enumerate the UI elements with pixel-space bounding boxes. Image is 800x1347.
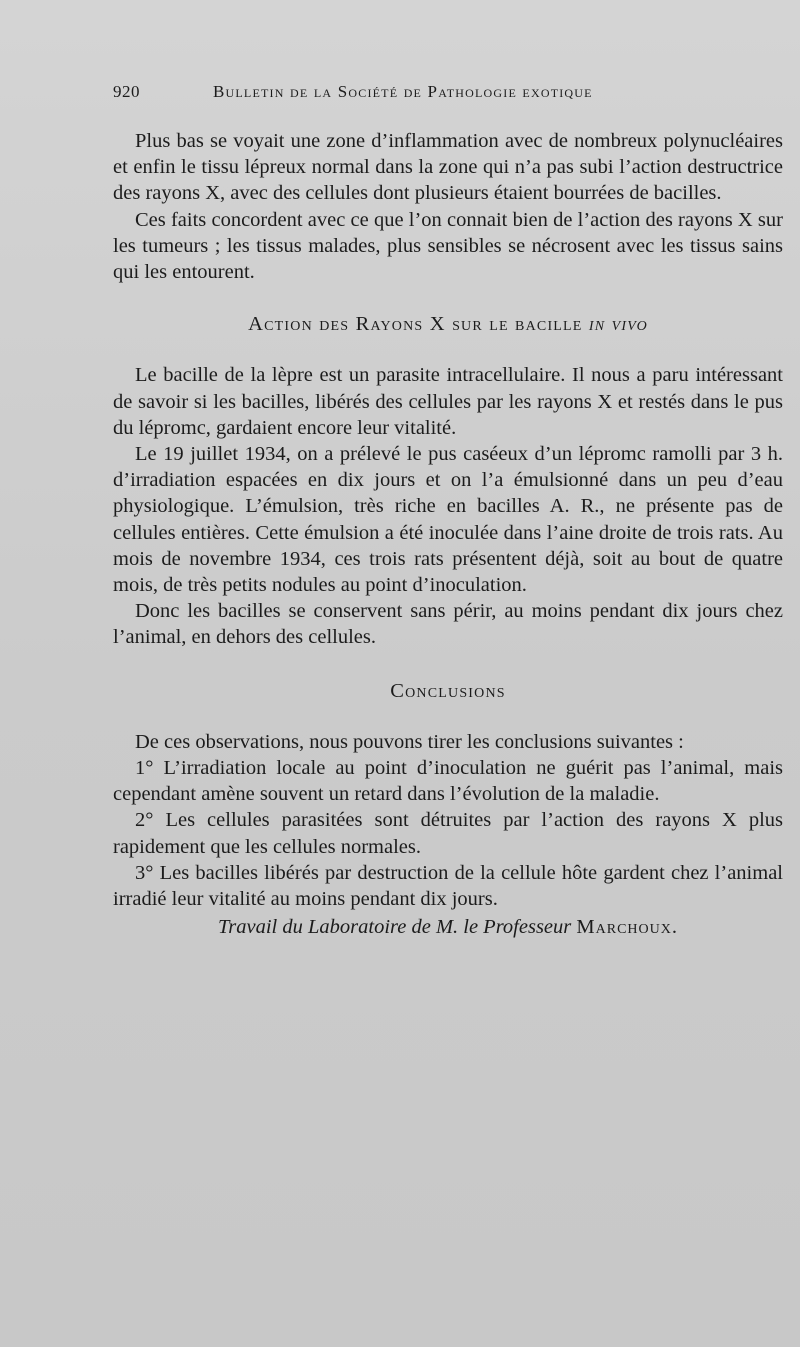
article-body [113,128,783,940]
section-title-conclusions: Conclusions [390,679,506,702]
section-title-action-rayons [113,311,783,337]
conclusion-item: 3° Les bacilles libérés par destruction de la cellule hôte gardent chez l’animal irradié leur vitalité au moins pendant dix jours. [113,861,783,911]
paragraph: Plus bas se voyait une zone d’inflammation avec de nombreux polynucléaires et enfin le tissu lépreux normal dans la zone qui n’a pas subi l’action destructrice des rayons X, avec des cellules dont plusieurs étaient bourrées de bacilles. [113,130,783,205]
paragraph: Le bacille de la lèpre est un parasite intracellulaire. Il nous a paru intéressant de savoir si les bacilles, libérés des cellules par les rayons X et restés dans le pus du lépromc, gardaient encore leur vitalité. [113,364,783,439]
paragraph: Donc les bacilles se conservent sans périr, au moins pendant dix jours chez l’animal, en dehors des cellules. [113,600,783,649]
page-number: 920 [113,82,140,101]
conclusion-item: 2° Les cellules parasitées sont détruites par l’action des rayons X plus rapidement que les cellules normales. [113,809,783,858]
paragraph: Le 19 juillet 1934, on a prélevé le pus caséeux d’un lépromc ramolli par 3 h. d’irradiation espacées en dix jours et on l’a émulsionné dans un peu d’eau physiologique. L’émulsion, très riche en bacilles A. R., ne présente pas de cellules entières. Cette émulsion a été inoculée dans l’aine droite de trois rats. Au mois de novembre 1934, ces trois rats présentent déjà, soit au bout de quatre mois, de très petits nodules au point d’inoculation. [113,443,783,597]
signature-text: Travail du Laboratoire de M. le Professeur [218,916,572,939]
paragraph: Ces faits concordent avec ce que l’on connait bien de l’action des rayons X sur les tumeurs ; les tissus malades, plus sensibles se nécrosent avec les tissus sains qui les entourent. [113,208,783,284]
section-title-main: Action des Rayons X sur le bacille [248,313,583,336]
paragraph: De ces observations, nous pouvons tirer les conclusions suivantes : [135,730,684,753]
professor-name: Marchoux. [576,916,678,939]
journal-title: Bulletin de la Société de Pathologie exotique [213,82,593,101]
section-title-italic: in vivo [588,313,648,336]
conclusion-item: 1° L’irradiation locale au point d’inoculation ne guérit pas l’animal, mais cependant amène souvent un retard dans l’évolution de la maladie. [113,757,783,806]
signature-line [113,914,783,940]
